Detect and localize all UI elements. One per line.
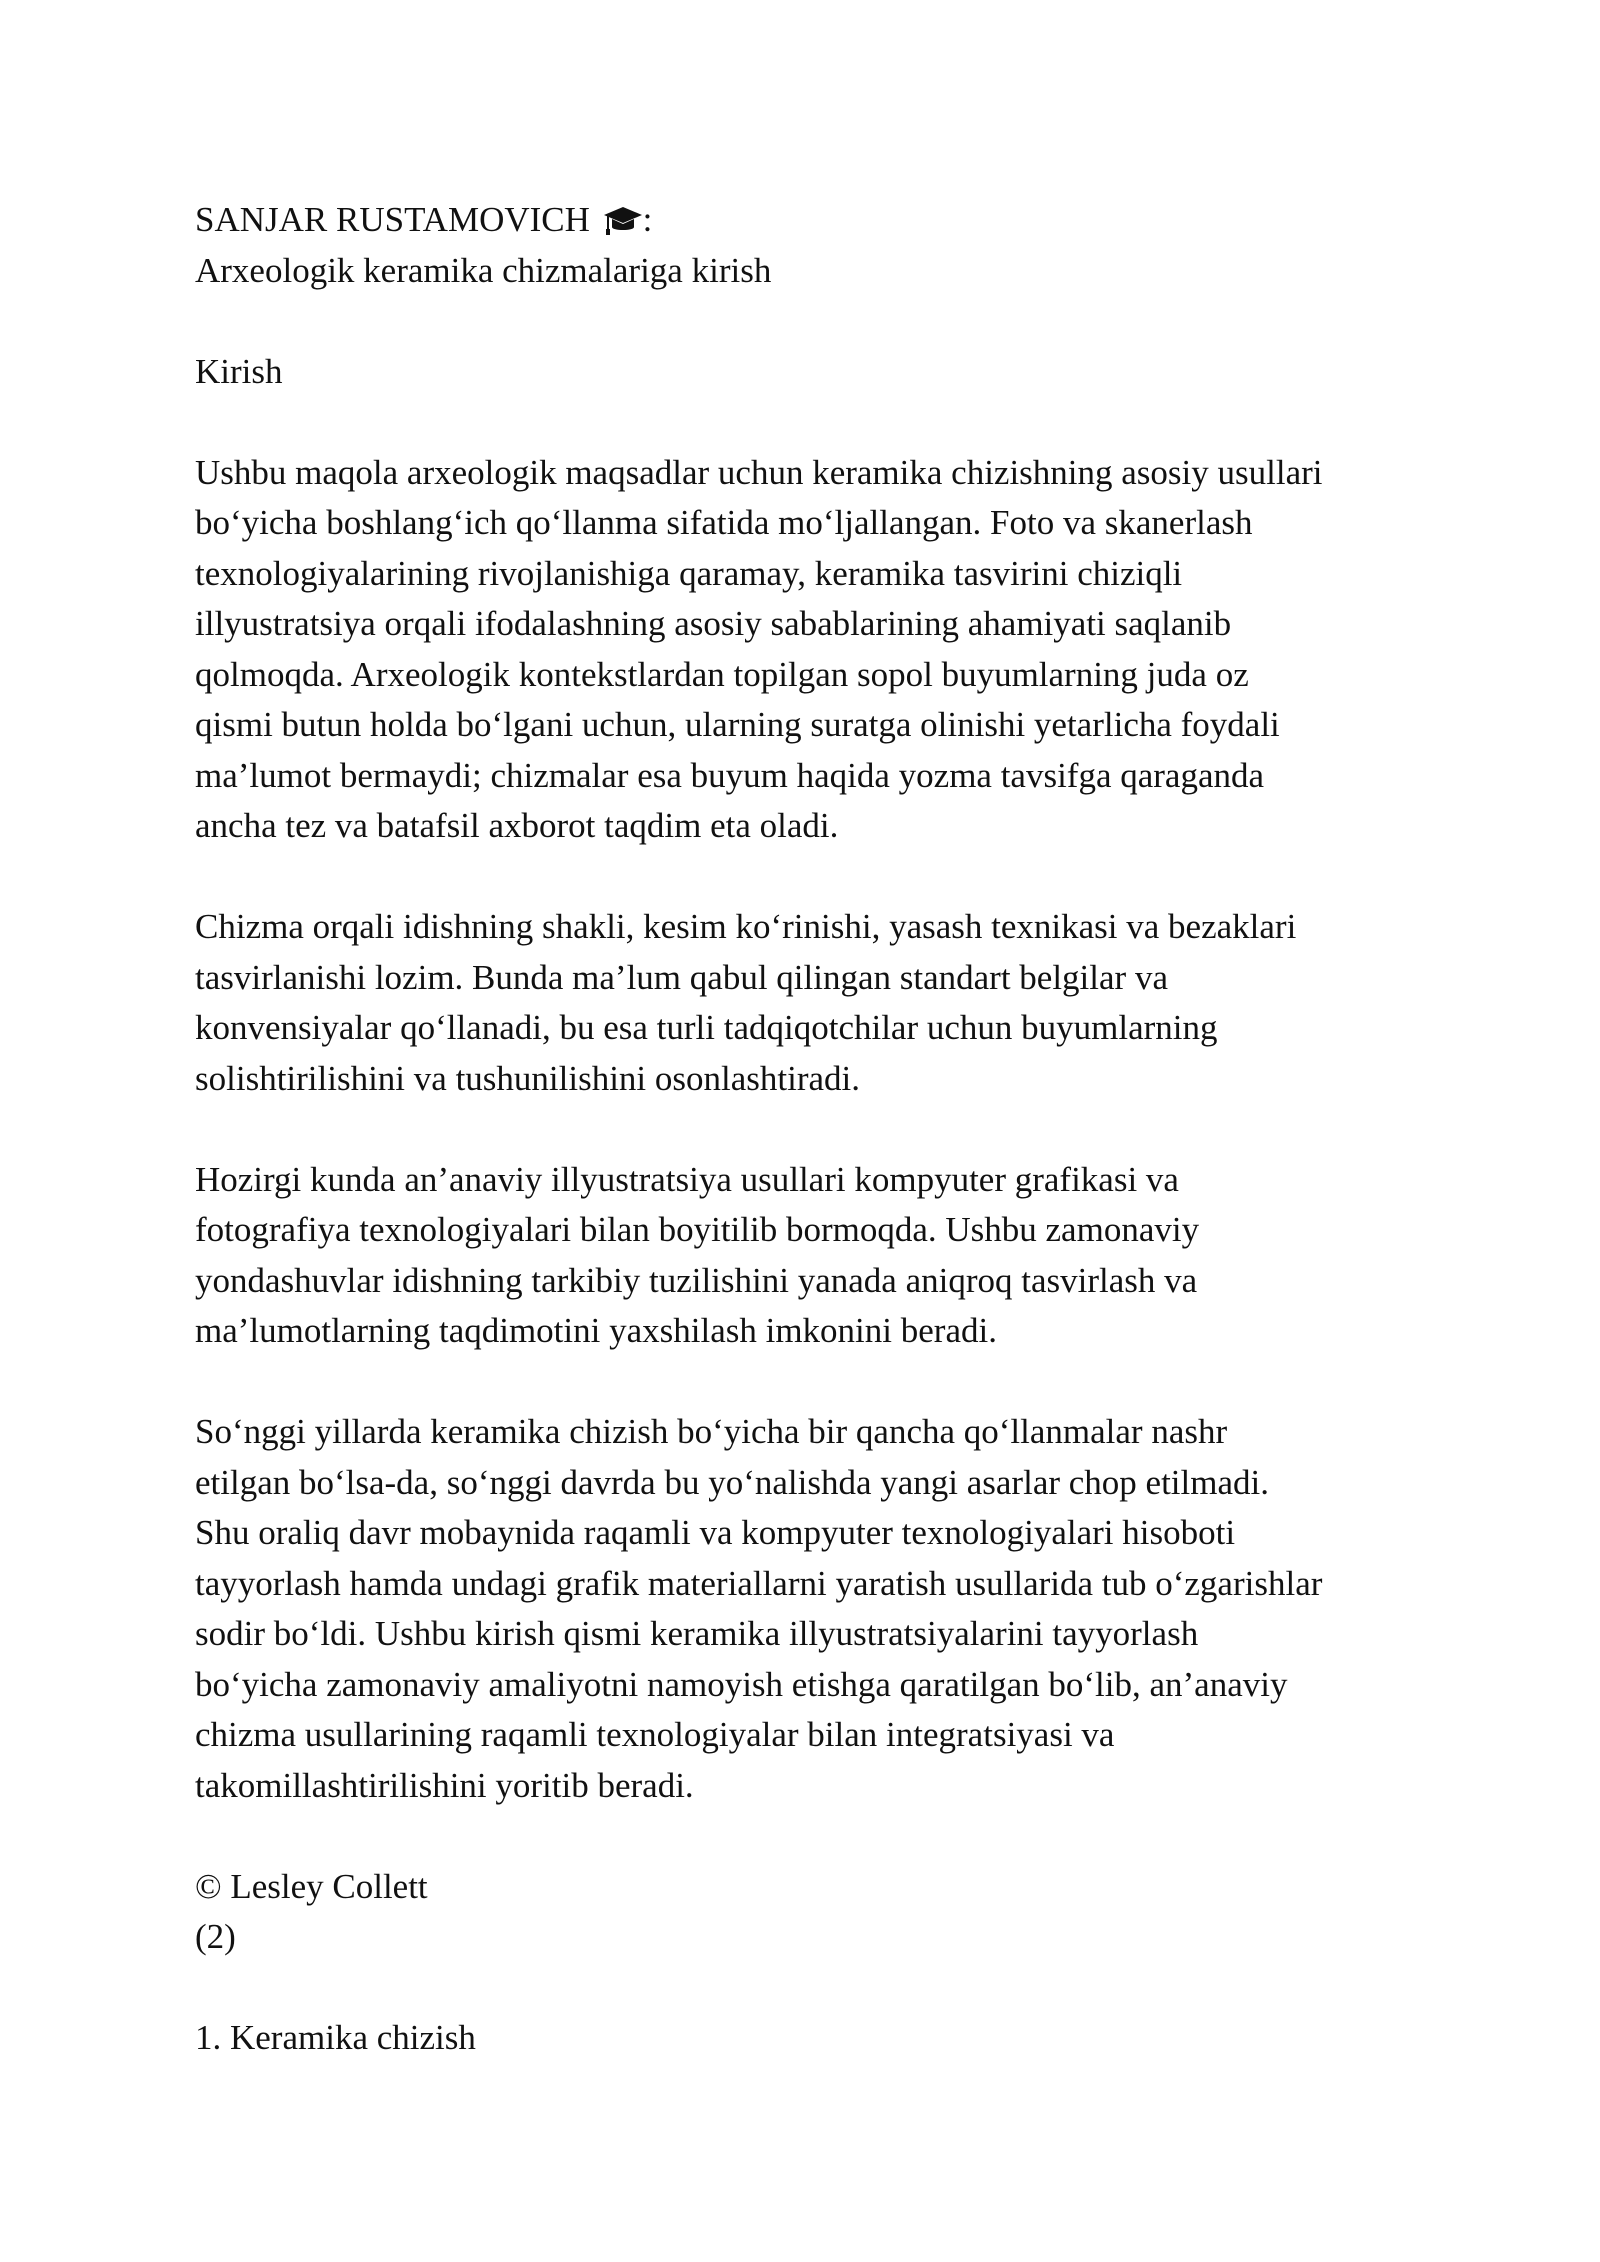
author-line	[195, 195, 1435, 246]
page-marker: (2)	[195, 1917, 236, 1956]
text-line: ancha tez va batafsil axborot taqdim eta oladi.	[195, 806, 839, 845]
text-line: qolmoqda. Arxeologik kontekstlardan topilgan sopol buyumlarning juda oz	[195, 654, 1249, 694]
text-line: chizma usullarining raqamli texnologiyalar bilan integratsiyasi va	[195, 1715, 1115, 1754]
text-line: qismi butun holda boʻlgani uchun, ularning suratga olinishi yetarlicha foydali	[195, 705, 1280, 744]
next-section-heading: 1. Keramika chizish	[195, 2018, 476, 2057]
text-line: etilgan boʻlsa-da, soʻnggi davrda bu yoʻnalishda yangi asarlar chop etilmadi.	[195, 1462, 1269, 1502]
text-line: konvensiyalar qoʻllanadi, bu esa turli tadqiqotchilar uchun buyumlarning	[195, 1008, 1218, 1047]
text-line: illyustratsiya orqali ifodalashning asosiy sabablarining ahamiyati saqlanib	[195, 604, 1232, 643]
document-title: Arxeologik keramika chizmalariga kirish	[195, 250, 772, 290]
text-line: fotografiya texnologiyalari bilan boyitilib bormoqda. Ushbu zamonaviy	[195, 1210, 1200, 1249]
text-line: takomillashtirilishini yoritib beradi.	[195, 1765, 694, 1805]
text-line: texnologiyalarining rivojlanishiga qaramay, keramika tasvirini chiziqli	[195, 553, 1183, 593]
text-line: tayyorlash hamda undagi grafik materiallarni yaratish usullarida tub oʻzgarishlar	[195, 1563, 1323, 1603]
section-heading: Kirish	[195, 351, 283, 391]
document-page	[195, 195, 1435, 2064]
paragraph-2	[195, 902, 1435, 1104]
text-line: boʻyicha zamonaviy amaliyotni namoyish etishga qaratilgan boʻlib, an’anaviy	[195, 1664, 1288, 1704]
paragraph-1	[195, 448, 1435, 852]
text-line: yondashuvlar idishning tarkibiy tuzilishini yanada aniqroq tasvirlash va	[195, 1260, 1198, 1300]
paragraph-3	[195, 1155, 1435, 1357]
copyright-line: © Lesley Collett	[195, 1866, 428, 1906]
graduation-cap-icon	[603, 203, 643, 237]
author-suffix: :	[642, 200, 653, 239]
text-line: sodir boʻldi. Ushbu kirish qismi keramika illyustratsiyalarini tayyorlash	[195, 1614, 1199, 1653]
text-line: ma’lumotlarning taqdimotini yaxshilash imkonini beradi.	[195, 1311, 997, 1350]
text-line: tasvirlanishi lozim. Bunda ma’lum qabul qilingan standart belgilar va	[195, 957, 1168, 997]
text-line: Shu oraliq davr mobaynida raqamli va kompyuter texnologiyalari hisoboti	[195, 1513, 1236, 1552]
text-line: Hozirgi kunda an’anaviy illyustratsiya usullari kompyuter grafikasi va	[195, 1159, 1179, 1199]
author-name: SANJAR RUSTAMOVICH	[195, 200, 590, 239]
paragraph-4	[195, 1407, 1435, 1811]
text-line: solishtirilishini va tushunilishini osonlashtiradi.	[195, 1058, 861, 1098]
text-line: boʻyicha boshlangʻich qoʻllanma sifatida moʻljallangan. Foto va skanerlash	[195, 503, 1253, 542]
text-line: Chizma orqali idishning shakli, kesim koʻrinishi, yasash texnikasi va bezaklari	[195, 907, 1297, 946]
text-line: Ushbu maqola arxeologik maqsadlar uchun keramika chizishning asosiy usullari	[195, 452, 1323, 492]
text-line: ma’lumot bermaydi; chizmalar esa buyum haqida yozma tavsifga qaraganda	[195, 755, 1265, 795]
text-line: Soʻnggi yillarda keramika chizish boʻyicha bir qancha qoʻllanmalar nashr	[195, 1412, 1228, 1451]
